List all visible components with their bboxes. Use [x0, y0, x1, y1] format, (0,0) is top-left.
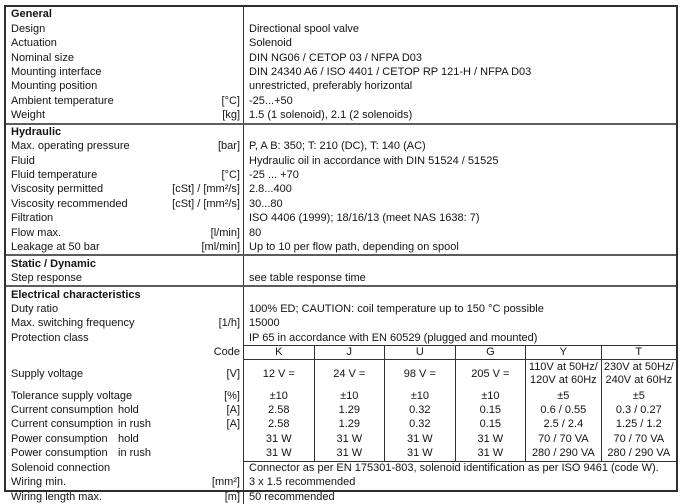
row-unit: [°C] — [221, 94, 240, 107]
row-leakage — [6, 240, 676, 254]
row-label: Solenoid connection — [11, 461, 111, 474]
code-col-header: G — [456, 346, 527, 358]
row-value: IP 65 in accordance with EN 60529 (plugged and mounted) — [249, 331, 538, 344]
row-label: Current consumption — [11, 418, 114, 431]
row-value: 2.8...400 — [249, 183, 292, 196]
row-label: Tolerance supply voltage — [11, 389, 133, 402]
value-cell: 205 V = — [456, 360, 527, 389]
row-value: DIN NG06 / CETOP 03 / NFPA D03 — [249, 51, 423, 64]
row-value: -25...+50 — [249, 94, 293, 107]
section-header-general — [6, 7, 676, 21]
row-value: 80 — [249, 226, 262, 239]
value-cell: 0.32 — [385, 403, 456, 417]
code-col-header: Y — [526, 346, 601, 358]
value-cell: 110V at 50Hz/ 120V at 60Hz — [526, 360, 601, 389]
row-value: 3 x 1.5 recommended — [249, 476, 356, 489]
row-max-switching-frequency — [6, 316, 676, 330]
row-fluid-temperature — [6, 168, 676, 182]
value-cell: 2.5 / 2.4 — [526, 417, 601, 431]
code-col-header: U — [385, 346, 456, 358]
value-cell — [244, 7, 676, 21]
row-label: Duty ratio — [11, 302, 59, 315]
value-cell: 2.58 — [244, 403, 315, 417]
section-header-static-dynamic — [6, 256, 676, 270]
section-title: Hydraulic — [11, 125, 62, 138]
row-unit: [m] — [224, 490, 240, 503]
code-col-header: K — [244, 346, 315, 358]
section-header-electrical — [6, 287, 676, 301]
value-cell: 31 W — [315, 432, 386, 446]
row-label: Ambient temperature — [11, 94, 114, 107]
row-unit: [V] — [226, 367, 240, 380]
value-cell: 31 W — [244, 446, 315, 460]
value-cell: ±10 — [456, 388, 527, 402]
row-code-header — [6, 345, 676, 359]
row-unit: [mm²] — [211, 476, 240, 489]
row-wiring-length-max — [6, 489, 676, 503]
row-max-operating-pressure — [6, 139, 676, 153]
section-title: General — [11, 8, 52, 21]
value-cell: 0.6 / 0.55 — [526, 403, 601, 417]
section-general — [6, 7, 676, 123]
row-value: DIN 24340 A6 / ISO 4401 / CETOP RP 121-H / NFPA D03 — [249, 65, 532, 78]
row-filtration — [6, 211, 676, 225]
row-label: Leakage at 50 bar — [11, 241, 100, 254]
row-label: Step response — [11, 272, 82, 285]
row-mounting-position — [6, 79, 676, 93]
row-value: Connector as per EN 175301-803, solenoid identification as per ISO 9461 (code W). — [244, 461, 676, 475]
value-cell: 98 V = — [385, 360, 456, 389]
row-value: -25 ... +70 — [249, 169, 299, 182]
value-cell: 1.29 — [315, 403, 386, 417]
row-sublabel: hold — [118, 404, 139, 417]
row-viscosity-permitted — [6, 182, 676, 196]
row-value: Hydraulic oil in accordance with DIN 51524 / 51525 — [249, 154, 499, 167]
row-label: Fluid temperature — [11, 169, 98, 182]
row-label: Wiring min. — [11, 476, 67, 489]
row-value: Solenoid — [249, 37, 292, 50]
row-design — [6, 21, 676, 35]
value-cell: 2.58 — [244, 417, 315, 431]
row-label: Mounting position — [11, 80, 98, 93]
value-cell: 1.25 / 1.2 — [615, 418, 662, 431]
row-actuation — [6, 36, 676, 50]
row-label: Supply voltage — [11, 367, 84, 380]
row-label: Weight — [11, 109, 46, 122]
row-label: Power consumption — [11, 432, 108, 445]
row-sublabel: hold — [118, 432, 139, 445]
value-cell: 31 W — [315, 446, 386, 460]
label-cell — [6, 7, 244, 21]
row-label: Nominal size — [11, 51, 74, 64]
row-unit: [cSt] / [mm²/s] — [172, 183, 240, 196]
row-label: Flow max. — [11, 226, 62, 239]
row-current-consumption-inrush — [6, 417, 676, 431]
row-label: Mounting interface — [11, 65, 102, 78]
row-label: Viscosity permitted — [11, 183, 104, 196]
row-unit: [°C] — [221, 169, 240, 182]
row-current-consumption-hold — [6, 403, 676, 417]
row-supply-voltage — [6, 360, 676, 389]
row-mounting-interface — [6, 65, 676, 79]
value-cell: 70 / 70 VA — [526, 432, 601, 446]
row-unit: [kg] — [222, 109, 240, 122]
row-value: 100% ED; CAUTION: coil temperature up to 150 °C possible — [249, 302, 544, 315]
row-fluid — [6, 153, 676, 167]
section-header-hydraulic — [6, 125, 676, 139]
row-label: Current consumption — [11, 404, 114, 417]
value-cell: 0.15 — [456, 417, 527, 431]
code-columns — [244, 345, 676, 359]
value-cell: ±10 — [244, 388, 315, 402]
value-cell: 31 W — [385, 432, 456, 446]
row-value: 15000 — [249, 317, 280, 330]
value-cell: 24 V = — [315, 360, 386, 389]
row-protection-class — [6, 331, 676, 345]
row-label: Filtration — [11, 212, 54, 225]
code-label: Code — [213, 346, 240, 359]
value-cell: 70 / 70 VA — [613, 432, 665, 445]
row-value: see table response time — [249, 272, 366, 285]
row-unit: [ml/min] — [201, 241, 240, 254]
row-value: unrestricted, preferably horizontal — [249, 80, 413, 93]
value-cell: 0.32 — [385, 417, 456, 431]
value-cell: 31 W — [456, 446, 527, 460]
row-flow-max — [6, 226, 676, 240]
row-step-response — [6, 271, 676, 285]
value-cell: ±5 — [632, 389, 645, 402]
value-cell: 1.29 — [315, 417, 386, 431]
value-cell: 31 W — [385, 446, 456, 460]
value-cell: 31 W — [244, 432, 315, 446]
row-label: Max. operating pressure — [11, 140, 130, 153]
row-sublabel: in rush — [118, 447, 152, 460]
row-label: Design — [11, 22, 46, 35]
code-col-header: T — [635, 346, 643, 359]
value-cell: 230V at 50Hz/ 240V at 60Hz — [603, 361, 674, 386]
row-label: Wiring length max. — [11, 490, 103, 503]
value-cell: ±10 — [315, 388, 386, 402]
row-label: Protection class — [11, 331, 89, 344]
row-unit: [l/min] — [210, 226, 240, 239]
section-static-dynamic — [6, 254, 676, 285]
section-hydraulic — [6, 123, 676, 255]
section-electrical — [6, 285, 676, 504]
row-power-consumption-inrush — [6, 446, 676, 460]
row-label: Fluid — [11, 154, 35, 167]
row-unit: [A] — [226, 418, 240, 431]
row-ambient-temperature — [6, 94, 676, 108]
row-value: 50 recommended — [249, 490, 335, 503]
row-value: 1.5 (1 solenoid), 2.1 (2 solenoids) — [249, 109, 413, 122]
section-title: Static / Dynamic — [11, 257, 96, 270]
value-cell: ±10 — [385, 388, 456, 402]
value-cell: 12 V = — [244, 360, 315, 389]
row-weight — [6, 108, 676, 122]
row-unit: [%] — [224, 389, 240, 402]
value-cell: 31 W — [456, 432, 527, 446]
value-cell: 280 / 290 VA — [607, 447, 671, 460]
row-value: ISO 4406 (1999); 18/16/13 (meet NAS 1638: 7) — [249, 212, 480, 225]
valve-spec-table — [4, 5, 678, 503]
row-value: 30...80 — [249, 197, 283, 210]
row-sublabel: in rush — [118, 418, 152, 431]
section-title: Electrical characteristics — [11, 288, 141, 301]
row-label: Power consumption — [11, 447, 108, 460]
row-unit: [bar] — [217, 140, 240, 153]
value-cell: ±5 — [526, 388, 601, 402]
row-unit: [cSt] / [mm²/s] — [172, 197, 240, 210]
value-cell: 0.3 / 0.27 — [615, 404, 662, 417]
row-duty-ratio — [6, 302, 676, 316]
row-nominal-size — [6, 50, 676, 64]
value-cell: 280 / 290 VA — [526, 446, 601, 460]
row-value: Directional spool valve — [249, 22, 360, 35]
row-power-consumption-hold — [6, 432, 676, 446]
row-tolerance-supply-voltage — [6, 388, 676, 402]
row-wiring-min — [6, 475, 676, 489]
row-solenoid-connection — [6, 461, 676, 475]
row-label: Max. switching frequency — [11, 317, 135, 330]
row-value: P, A B: 350; T: 210 (DC), T: 140 (AC) — [249, 140, 426, 153]
row-viscosity-recommended — [6, 197, 676, 211]
row-value: Up to 10 per flow path, depending on spool — [249, 241, 459, 254]
value-cell: 0.15 — [456, 403, 527, 417]
row-label: Viscosity recommended — [11, 197, 128, 210]
row-unit: [A] — [226, 404, 240, 417]
row-label: Actuation — [11, 37, 57, 50]
code-col-header: J — [315, 346, 386, 358]
row-unit: [1/h] — [218, 317, 240, 330]
